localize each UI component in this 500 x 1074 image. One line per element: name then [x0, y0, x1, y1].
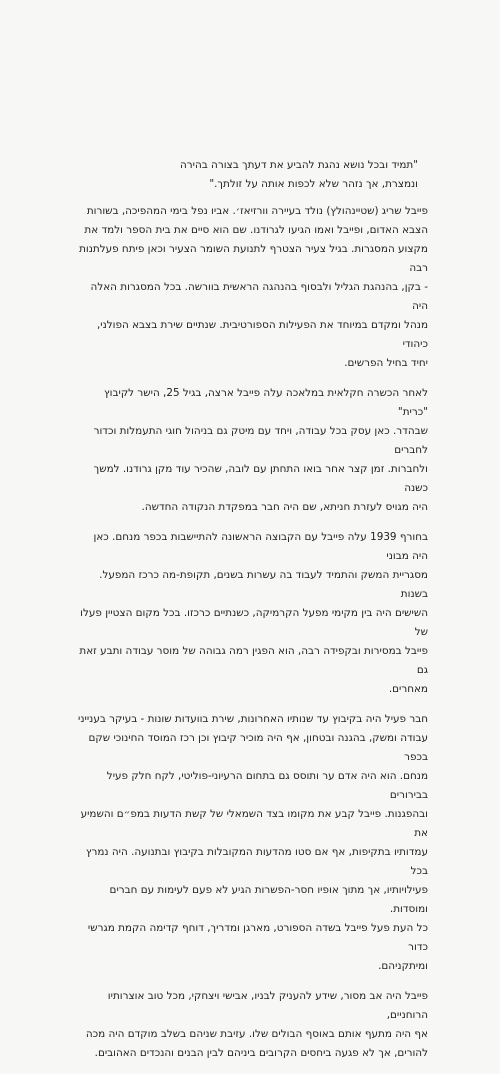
text-line: ומיתקניהם. [378, 960, 428, 972]
text-line: פייבל שריג (שטיינהולץ) נולד בעיירה וורזיאז׳. אביו נפל בימי המהפיכה, בשורות [86, 205, 428, 217]
text-line: פייבל במסירות ובקפידה רבה, הוא הפגין רמה גבוהה של מוסר עבודה ותבע זאת גם [79, 645, 428, 676]
text-line: מנהל ומקדם במיוחד את הפעילות הספורטיבית. שנתיים שירת בצבא הפולני, כיהודי [96, 319, 428, 350]
text-line: עמדותיו בתקיפות, אף אם סטו מהדעות המקובלות בקיבוץ ובתנועה. היה נמרץ בכל [85, 846, 428, 877]
paragraph-kfar-menachem [76, 528, 428, 699]
text-line: להורים, אך לא פגעה ביחסים הקרובים ביניהם לבין הבנים והנכדים האהובים. [94, 1047, 428, 1059]
text-line: שבהדר. כאן עסק בכל עבודה, ויחד עם מיטק גם בניהול חוגי התעמלות וכדור לחברים [93, 425, 428, 456]
text-line: היה מגויס לעזרת חניתא, שם היה חבר במפקדת הנקודה החדשה. [141, 501, 428, 513]
text-line: בחורף 1939 עלה פייבל עם הקבוצה הראשונה להתיישבות בכפר מנחם. כאן היה מבוני [93, 531, 428, 562]
text-line: מקצוע המסגרות. בגיל צעיר הצטרף לתנועת השומר הצעיר וכאן פיתח פעלתנות רבה [79, 243, 428, 274]
text-line: אף היה מתעף אותם באוסף הבולים שלו. עזיבת שניהם בשלב מוקדם היה מכה [85, 1028, 428, 1040]
opening-quote [76, 156, 418, 194]
text-line: מאחרים. [388, 683, 428, 695]
text-line: מסגריית המשק והתמיד לעבוד בה עשרות בשנים, תקופת-מה כרכז המפעל. בשנות [99, 569, 428, 600]
text-line: מנחם. הוא היה אדם ער ותוסס גם בתחום הרעיוני-פוליטי, לקח חלק פעיל בבירורים [106, 770, 428, 801]
text-line: חבר פעיל היה בקיבוץ עד שנותיו האחרונות, שירת בוועדות שונות - בעיקר בענייני [78, 713, 428, 725]
text-line: פעילויותיו, אך מתוך אופיו חסר-הפשרות הגיע לא פעם לעימות עם חברים ומוסדות. [109, 884, 428, 915]
text-line: - בקן, בהנהגת הגליל ולבסוף בהנהגה הראשית בוורשה. בכל המסגרות האלה היה [90, 281, 428, 312]
text-line: כל העת פעל פייבל בשדה הספורט, מארגן ומדריך, דוחף קדימה הקמת מגרשי כדור [87, 922, 428, 953]
quote-line: "תמיד ובכל נושא נהגת להביע את דעתך בצורה בהירה [179, 159, 418, 171]
paragraph-aliyah [76, 384, 428, 517]
text-line: ולחברות. זמן קצר אחר בואו התחתן עם לובה, שהכיר עוד מקן גרודנו. למשך כשנה [93, 463, 428, 494]
text-line: הצבא האדום, ופייבל ואמו הגיעו לגרודנו. שם הוא סיים את בית הספר ולמד את [84, 224, 428, 236]
paragraph-family [76, 987, 428, 1063]
quote-line: ונמצרת, אך נזהר שלא לכפות אותה על זולתך." [209, 178, 418, 190]
text-line: עבודה ומשק, בהגנה ובטחון, אף היה מוכיר קיבוץ וכן רכז המוסד החינוכי שקם בכפר [88, 732, 428, 763]
document-body [76, 156, 428, 1074]
text-line: ובהפגנות. פייבל קבע את מקומו בצד השמאלי של קשת הדעות במפ״ם והשמיע את [80, 808, 428, 839]
paragraph-early-life [76, 202, 428, 373]
text-line: לאחר הכשרה חקלאית במלאכה עלה פייבל ארצה, בגיל 25, הישר לקיבוץ "כרית" [104, 387, 428, 418]
paragraph-kibbutz-member [76, 710, 428, 976]
text-line: פייבל היה אב מסור, שידע להעניק לבניו, אבישי ויצחקי, מכל טוב אוצרותיו הרוחניים, [107, 990, 428, 1021]
text-line: השישים היה בין מקימי מפעל הקרמיקה, כשנתיים כרכזו. בכל מקום הצטיין פעלו של [80, 607, 428, 638]
text-line: יחיד בחיל הפרשים. [344, 357, 428, 369]
